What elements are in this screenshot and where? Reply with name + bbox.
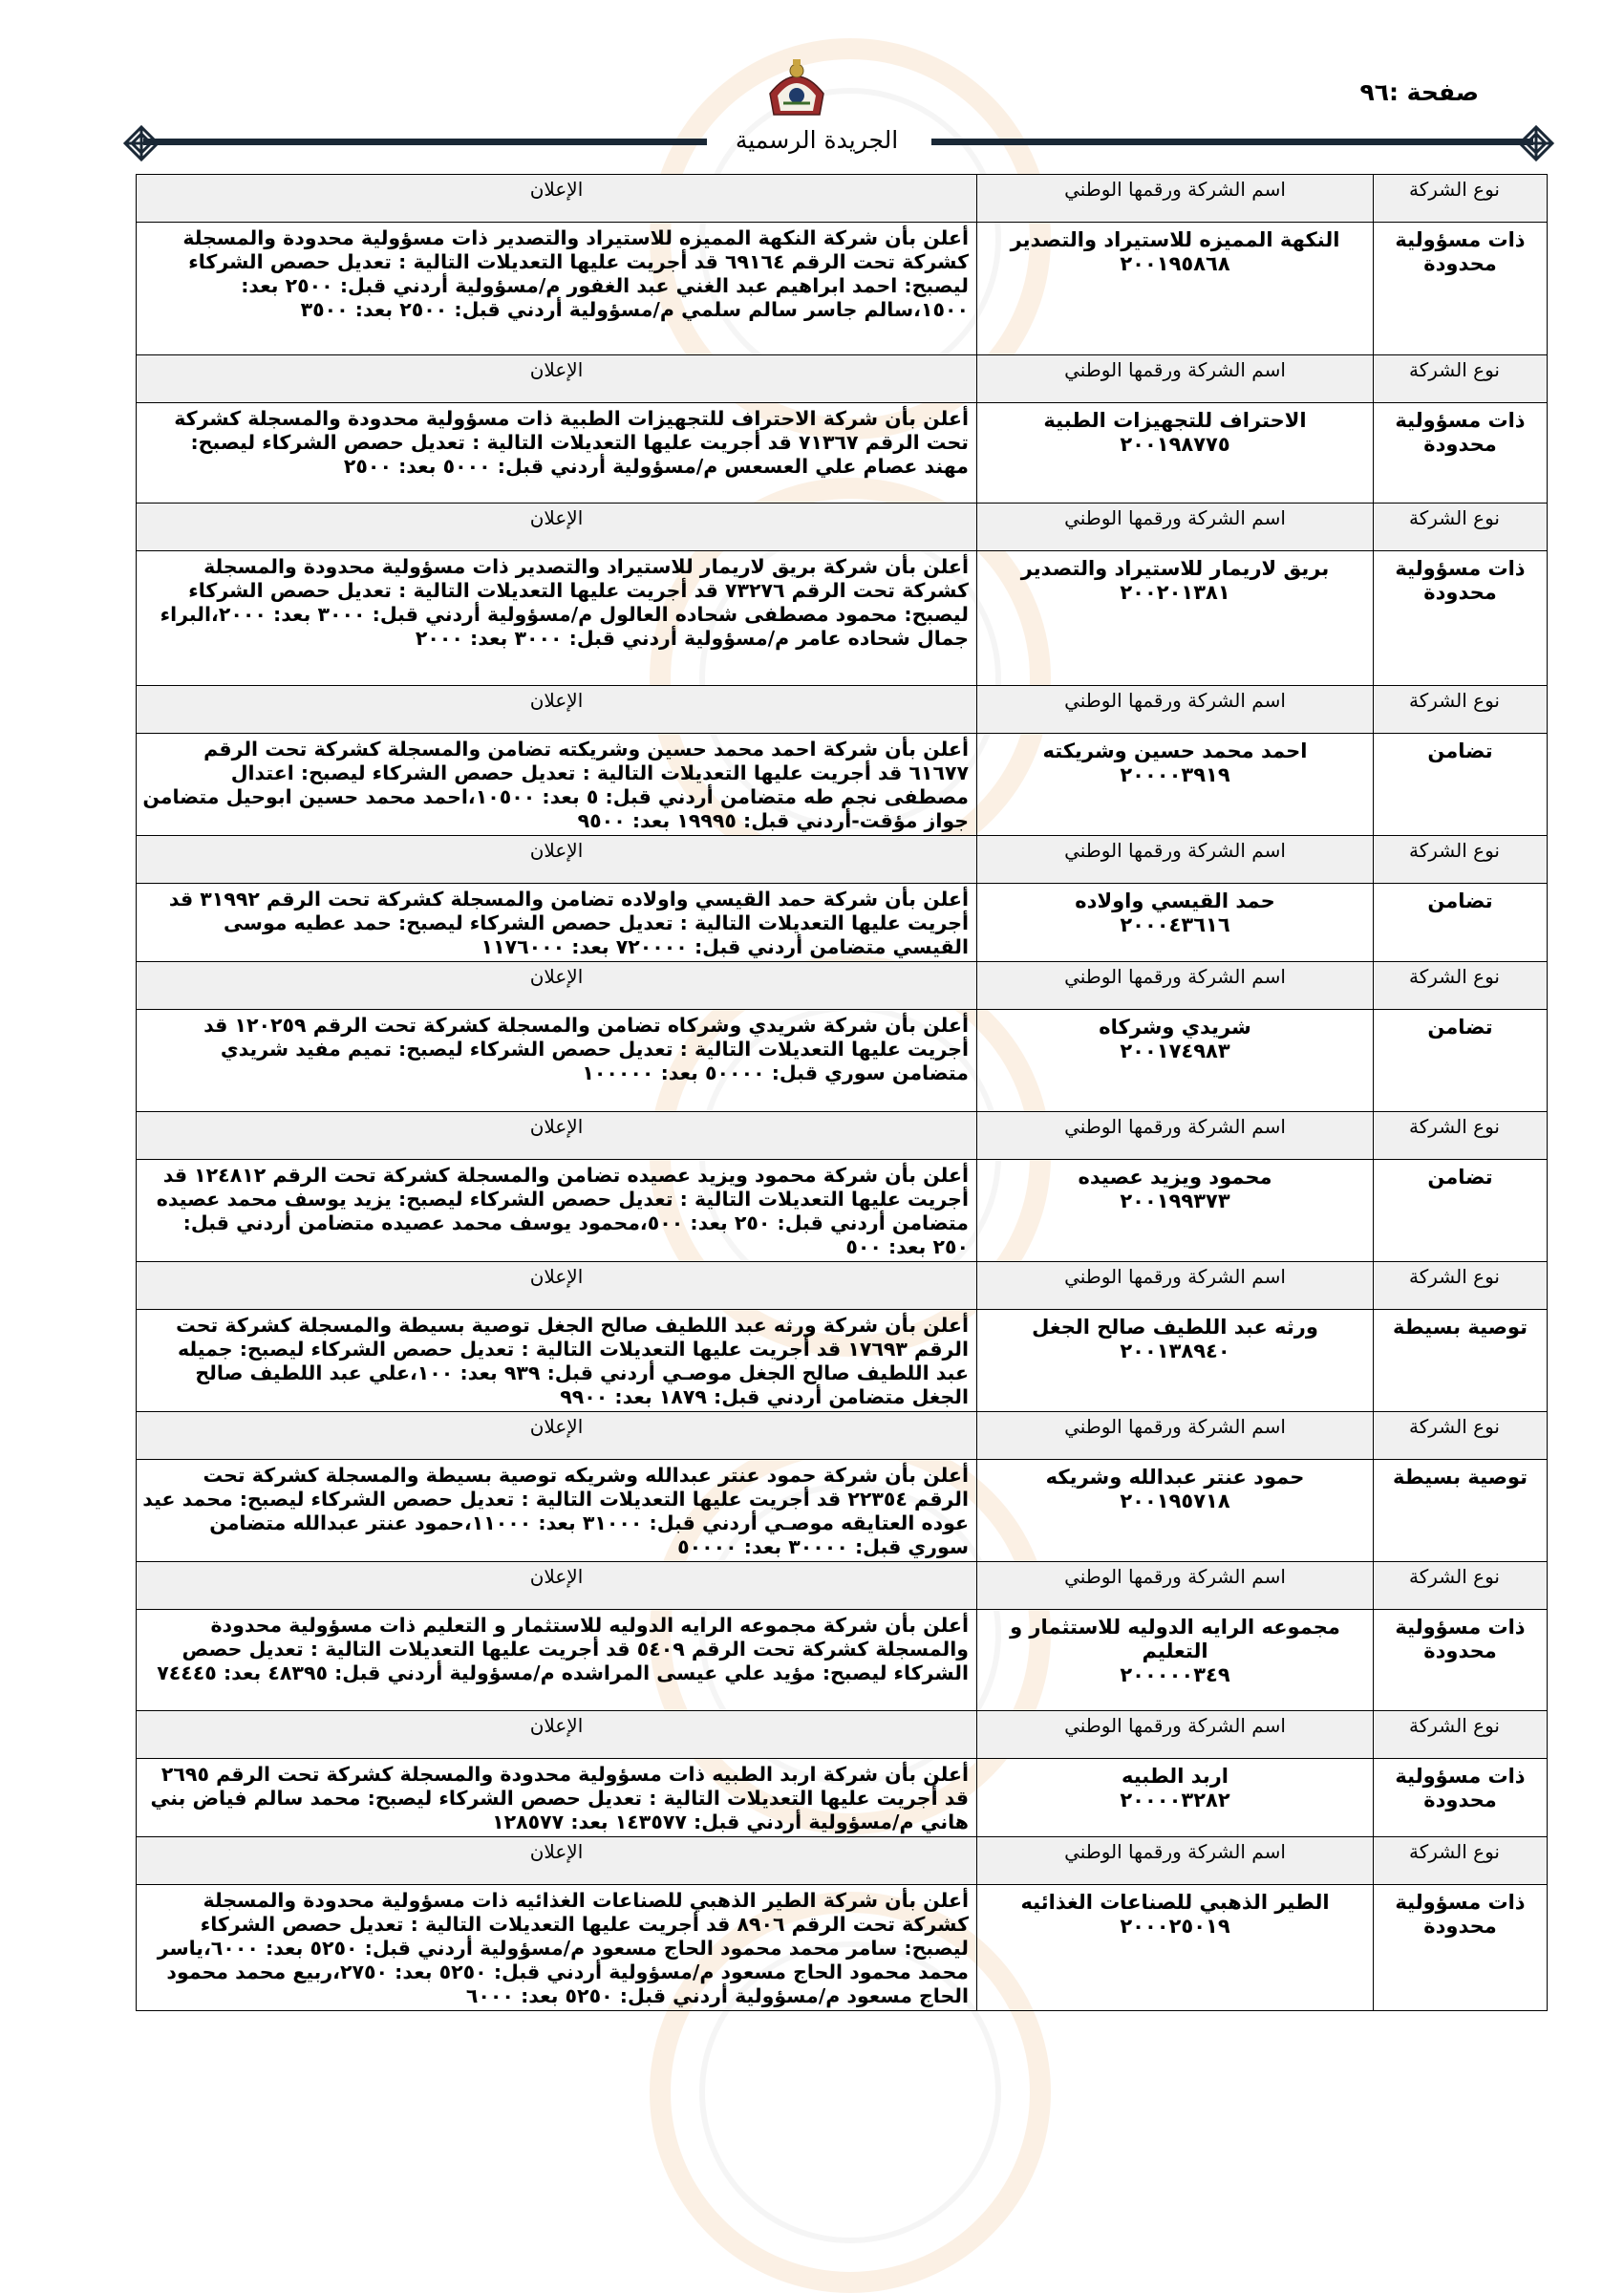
header-announcement-label: الإعلان (137, 1112, 977, 1160)
notice-row (137, 551, 1548, 686)
header-type-label: نوع الشركة (1374, 962, 1548, 1010)
notice-row (137, 1010, 1548, 1112)
header-type-label: نوع الشركة (1374, 1837, 1548, 1885)
header-announcement-label: الإعلان (137, 1562, 977, 1610)
announcement-text: أعلن بأن شركة حمد القيسي واولاده تضامن والمسجلة كشركة تحت الرقم ٣١٩٩٢ قد أجريت عليها التعديلات التالية : تعديل حصص الشركاء ليصبح: حمد عطيه موسى القيسي متضامن أردني قبل: ٧٢٠٠٠٠ بعد: ١١٧٦٠٠٠ (137, 884, 977, 962)
header-type-label: نوع الشركة (1374, 175, 1548, 223)
header-announcement-label: الإعلان (137, 1711, 977, 1759)
notice-row (137, 1460, 1548, 1562)
notice-row (137, 1610, 1548, 1711)
header-type-label: نوع الشركة (1374, 1562, 1548, 1610)
column-header-row (137, 1562, 1548, 1610)
company-name: حمد القيسي واولاده (1075, 889, 1275, 912)
company-type-cell: توصية بسيطة (1374, 1460, 1548, 1562)
header-name-label: اسم الشركة ورقمها الوطني (977, 962, 1374, 1010)
notice-row (137, 884, 1548, 962)
company-national-number: ٢٠٠٢٠١٣٨١ (1120, 581, 1230, 604)
header-type-label: نوع الشركة (1374, 1262, 1548, 1310)
notice-row (137, 403, 1548, 504)
gazette-title: الجريدة الرسمية (735, 126, 899, 154)
company-national-number: ٢٠٠٠٠٣٢٨٢ (1120, 1789, 1230, 1811)
company-name-cell (977, 1010, 1374, 1112)
company-name-cell (977, 884, 1374, 962)
company-name-cell (977, 1160, 1374, 1262)
company-type-cell: ذات مسؤولية محدودة (1374, 1610, 1548, 1711)
company-name: شريدي وشركاه (1099, 1016, 1251, 1039)
column-header-row (137, 1112, 1548, 1160)
column-header-row (137, 504, 1548, 551)
announcement-text: أعلن بأن شركة شريدي وشركاه تضامن والمسجلة كشركة تحت الرقم ١٢٠٢٥٩ قد أجريت عليها التعديلات التالية : تعديل حصص الشركاء ليصبح: تميم مفيد شريدي متضامن سوري قبل: ٥٠٠٠٠ بعد: ١٠٠٠٠٠ (137, 1010, 977, 1112)
header-type-label: نوع الشركة (1374, 686, 1548, 734)
company-name: محمود ويزيد عصيده (1078, 1166, 1272, 1189)
company-name: اربد الطبيه (1121, 1765, 1229, 1788)
header-announcement-label: الإعلان (137, 686, 977, 734)
announcement-text: أعلن بأن شركة مجموعه الرايه الدوليه للاستثمار و التعليم ذات مسؤولية محدودة والمسجلة كشركة تحت الرقم ٥٤٠٩ قد أجريت عليها التعديلات التالية : تعديل حصص الشركاء ليصبح: مؤيد علي عيسى المراشده م/مسؤولية أردني قبل: ٤٨٣٩٥ بعد: ٧٤٤٤٥ (137, 1610, 977, 1711)
company-name-cell (977, 403, 1374, 504)
header-type-label: نوع الشركة (1374, 1412, 1548, 1460)
company-name: الطير الذهبي للصناعات الغذائيه (1020, 1891, 1330, 1914)
header-type-label: نوع الشركة (1374, 1711, 1548, 1759)
notices-table (136, 174, 1548, 2011)
header-announcement-label: الإعلان (137, 962, 977, 1010)
header-announcement-label: الإعلان (137, 504, 977, 551)
company-name-cell (977, 1460, 1374, 1562)
company-national-number: ٢٠٠١٣٨٩٤٠ (1120, 1339, 1230, 1362)
company-name: النكهة المميزه للاستيراد والتصدير (1010, 228, 1340, 251)
notice-row (137, 223, 1548, 355)
company-type-cell: ذات مسؤولية محدودة (1374, 403, 1548, 504)
header-name-label: اسم الشركة ورقمها الوطني (977, 1112, 1374, 1160)
header-announcement-label: الإعلان (137, 1412, 977, 1460)
company-national-number: ٢٠٠٠٠٣٩١٩ (1120, 763, 1230, 786)
company-national-number: ٢٠٠٠٢٥٠١٩ (1120, 1915, 1230, 1938)
column-header-row (137, 1262, 1548, 1310)
company-type-cell: ذات مسؤولية محدودة (1374, 551, 1548, 686)
notice-row (137, 1160, 1548, 1262)
column-header-row (137, 1711, 1548, 1759)
announcement-text: أعلن بأن شركة محمود ويزيد عصيده تضامن والمسجلة كشركة تحت الرقم ١٢٤٨١٢ قد أجريت عليها التعديلات التالية : تعديل حصص الشركاء ليصبح: يزيد يوسف محمد عصيده متضامن أردني قبل: ٢٥٠ بعد: ٥٠٠،محمود يوسف محمد عصيده متضامن أردني قبل: ٢٥٠ بعد: ٥٠٠ (137, 1160, 977, 1262)
header-rule-left (143, 139, 707, 145)
company-type-cell: ذات مسؤولية محدودة (1374, 1885, 1548, 2011)
company-national-number: ٢٠٠١٩٩٣٧٣ (1120, 1189, 1230, 1212)
column-header-row (137, 1412, 1548, 1460)
company-name-cell (977, 1310, 1374, 1412)
header-type-label: نوع الشركة (1374, 1112, 1548, 1160)
header-name-label: اسم الشركة ورقمها الوطني (977, 355, 1374, 403)
header-name-label: اسم الشركة ورقمها الوطني (977, 1262, 1374, 1310)
header-announcement-label: الإعلان (137, 175, 977, 223)
column-header-row (137, 962, 1548, 1010)
header-type-label: نوع الشركة (1374, 836, 1548, 884)
header-type-label: نوع الشركة (1374, 504, 1548, 551)
company-national-number: ٢٠٠١٩٥٨٦٨ (1120, 252, 1230, 275)
company-national-number: ٢٠٠٠٠٠٣٤٩ (1120, 1663, 1230, 1686)
company-national-number: ٢٠٠١٩٥٧١٨ (1120, 1489, 1230, 1512)
company-name: حمود عنتر عبدالله وشريكه (1045, 1466, 1305, 1489)
header-name-label: اسم الشركة ورقمها الوطني (977, 504, 1374, 551)
header-name-label: اسم الشركة ورقمها الوطني (977, 1562, 1374, 1610)
company-national-number: ٢٠٠١٧٤٩٨٣ (1120, 1039, 1230, 1062)
notice-row (137, 1885, 1548, 2011)
company-name: بريق لاريمار للاستيراد والتصدير (1020, 557, 1330, 580)
announcement-text: أعلن بأن شركة الاحتراف للتجهيزات الطبية ذات مسؤولية محدودة والمسجلة كشركة تحت الرقم ٧١٣٦٧ قد أجريت عليها التعديلات التالية : تعديل حصص الشركاء ليصبح: مهند عصام علي العسعس م/مسؤولية أردني قبل: ٥٠٠٠ بعد: ٢٥٠٠ (137, 403, 977, 504)
header-name-label: اسم الشركة ورقمها الوطني (977, 1412, 1374, 1460)
company-type-cell: تضامن (1374, 1010, 1548, 1112)
coat-of-arms-emblem (764, 55, 829, 118)
header-rule-right (931, 139, 1533, 145)
header-name-label: اسم الشركة ورقمها الوطني (977, 836, 1374, 884)
header-name-label: اسم الشركة ورقمها الوطني (977, 175, 1374, 223)
company-type-cell: ذات مسؤولية محدودة (1374, 1759, 1548, 1837)
header-name-label: اسم الشركة ورقمها الوطني (977, 686, 1374, 734)
ornament-knot-icon (1517, 124, 1555, 162)
column-header-row (137, 836, 1548, 884)
notice-row (137, 1310, 1548, 1412)
company-national-number: ٢٠٠١٩٨٧٧٥ (1120, 433, 1230, 456)
announcement-text: أعلن بأن شركة ورثه عبد اللطيف صالح الجغل توصية بسيطة والمسجلة كشركة تحت الرقم ١٧٦٩٣ قد أجريت عليها التعديلات التالية : تعديل حصص الشركاء ليصبح: جميله عبد اللطيف صالح الجغل موصـي أردني قبل: ٩٣٩ بعد: ١٠٠،علي عبد اللطيف صالح الجغل متضامن أردني قبل: ١٨٧٩ بعد: ٩٩٠٠ (137, 1310, 977, 1412)
company-name: الاحتراف للتجهيزات الطبية (1043, 409, 1307, 432)
column-header-row (137, 355, 1548, 403)
column-header-row (137, 175, 1548, 223)
announcement-text: أعلن بأن شركة احمد محمد حسين وشريكته تضامن والمسجلة كشركة تحت الرقم ٦١٦٧٧ قد أجريت عليها التعديلات التالية : تعديل حصص الشركاء ليصبح: اعتدال مصطفى نجم طه متضامن أردني قبل: ٥ بعد: ١٠٥٠٠،احمد محمد حسين ابوحيل متضامن جواز مؤقت-أردني قبل: ١٩٩٩٥ بعد: ٩٥٠٠ (137, 734, 977, 836)
company-name-cell (977, 734, 1374, 836)
company-name: احمد محمد حسين وشريكته (1042, 739, 1308, 762)
company-type-cell: تضامن (1374, 734, 1548, 836)
page-number: صفحة :٩٦ (1359, 78, 1479, 106)
notice-row (137, 1759, 1548, 1837)
header-name-label: اسم الشركة ورقمها الوطني (977, 1837, 1374, 1885)
notice-row (137, 734, 1548, 836)
company-name-cell (977, 1610, 1374, 1711)
company-type-cell: ذات مسؤولية محدودة (1374, 223, 1548, 355)
header-announcement-label: الإعلان (137, 1262, 977, 1310)
header-announcement-label: الإعلان (137, 1837, 977, 1885)
company-name-cell (977, 1885, 1374, 2011)
header-announcement-label: الإعلان (137, 836, 977, 884)
company-name-cell (977, 551, 1374, 686)
header-name-label: اسم الشركة ورقمها الوطني (977, 1711, 1374, 1759)
announcement-text: أعلن بأن شركة حمود عنتر عبدالله وشريكه توصية بسيطة والمسجلة كشركة تحت الرقم ٢٢٣٥٤ قد أجريت عليها التعديلات التالية : تعديل حصص الشركاء ليصبح: محمد عيد عوده العتايقه موصـي أردني قبل: ٣١٠٠٠ بعد: ١١٠٠٠،حمود عنتر عبدالله متضامن سوري قبل: ٣٠٠٠٠ بعد: ٥٠٠٠٠ (137, 1460, 977, 1562)
company-type-cell: تضامن (1374, 884, 1548, 962)
company-name: ورثه عبد اللطيف صالح الجغل (1032, 1316, 1318, 1339)
announcement-text: أعلن بأن شركة النكهة المميزه للاستيراد والتصدير ذات مسؤولية محدودة والمسجلة كشركة تحت الرقم ٦٩١٦٤ قد أجريت عليها التعديلات التالية : تعديل حصص الشركاء ليصبح: احمد ابراهيم عبد الغني عبد الغفور م/مسؤولية أردني قبل: ٢٥٠٠ بعد: ١٥٠٠،سالم جاسر سالم سلمي م/مسؤولية أردني قبل: ٢٥٠٠ بعد: ٣٥٠٠ (137, 223, 977, 355)
announcement-text: أعلن بأن شركة بريق لاريمار للاستيراد والتصدير ذات مسؤولية محدودة والمسجلة كشركة تحت الرقم ٧٣٢٧٦ قد أجريت عليها التعديلات التالية : تعديل حصص الشركاء ليصبح: محمود مصطفى شحاده العالول م/مسؤولية أردني قبل: ٣٠٠٠ بعد: ٢٠٠٠،البراء جمال شحاده عامر م/مسؤولية أردني قبل: ٣٠٠٠ بعد: ٢٠٠٠ (137, 551, 977, 686)
company-type-cell: توصية بسيطة (1374, 1310, 1548, 1412)
announcement-text: أعلن بأن شركة اربد الطبيه ذات مسؤولية محدودة والمسجلة كشركة تحت الرقم ٢٦٩٥ قد أجريت عليها التعديلات التالية : تعديل حصص الشركاء ليصبح: محمد سالم فياض بني هاني م/مسؤولية أردني قبل: ١٤٣٥٧٧ بعد: ١٢٨٥٧٧ (137, 1759, 977, 1837)
column-header-row (137, 1837, 1548, 1885)
company-name-cell (977, 223, 1374, 355)
ornament-knot-icon (122, 124, 160, 162)
company-name-cell (977, 1759, 1374, 1837)
notices-table-body (137, 175, 1548, 2011)
header-type-label: نوع الشركة (1374, 355, 1548, 403)
column-header-row (137, 686, 1548, 734)
company-name: مجموعه الرايه الدوليه للاستثمار و التعليم (1010, 1616, 1340, 1662)
company-national-number: ٢٠٠٠٤٣٦١٦ (1120, 913, 1230, 936)
announcement-text: أعلن بأن شركة الطير الذهبي للصناعات الغذائيه ذات مسؤولية محدودة والمسجلة كشركة تحت الرقم ٨٩٠٦ قد أجريت عليها التعديلات التالية : تعديل حصص الشركاء ليصبح: سامر محمد محمود الحاج مسعود م/مسؤولية أردني قبل: ٥٢٥٠ بعد: ٦٠٠٠،ياسر محمد محمود الحاج مسعود م/مسؤولية أردني قبل: ٥٢٥٠ بعد: ٢٧٥٠،ربيع محمد محمود الحاج مسعود م/مسؤولية أردني قبل: ٥٢٥٠ بعد: ٦٠٠٠ (137, 1885, 977, 2011)
header-announcement-label: الإعلان (137, 355, 977, 403)
company-type-cell: تضامن (1374, 1160, 1548, 1262)
